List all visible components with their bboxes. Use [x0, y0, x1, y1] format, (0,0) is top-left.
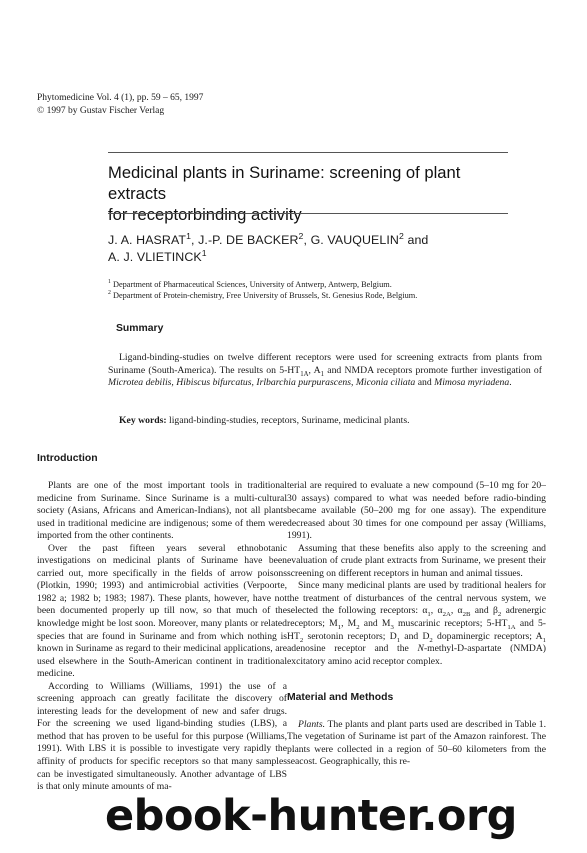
methods-heading: Material and Methods: [287, 692, 394, 704]
copyright-line: © 1997 by Gustav Fischer Verlag: [37, 105, 165, 116]
affiliation-1: $^1$ Department of Pharmaceutical Sciences, University of Antwerp, Antwerp, Belgium.: [108, 279, 392, 289]
journal-line: Phytomedicine Vol. 4 (1), pp. 59 – 65, 1997: [37, 93, 204, 103]
title-line-2: for receptorbinding activity: [108, 205, 302, 224]
title-line-1: Medicinal plants in Suriname: screening of plant extracts: [108, 163, 461, 203]
watermark: ebook-hunter.org: [105, 791, 517, 841]
paragraph: According to Williams (Williams, 1991) the use of a screening approach can greatly facilitate the discovery of interesting leads for the development of new and safer drugs. For the screening we used ligand-binding studies (LBS), a method that has proven to be useful for this purpose (Williams, 1991). With LBS it is possible to investigate very rapidly the affinity of products for specific receptors so that many samples can be investigated simultaneously. Another advantage of LBS is that only minute amounts of ma-: [37, 680, 287, 793]
paragraph: Plants are one of the most important tools in traditional medicine from Suriname. Since Suriname is a multi-cultural society (Asians, Africans and American-Indians), not all plants used in traditional medicine are indigenous; some of them were imported from the other continents.: [37, 480, 287, 542]
author: G. VAUQUELIN$^2$ and: [310, 230, 429, 247]
author: A. J. VLIETINCK$^1$: [108, 247, 207, 264]
paragraph: Assuming that these benefits also apply to the screening and evaluation of crude plant extracts from Suriname, we present their screening on different receptors in human and animal tissues.: [287, 542, 546, 579]
author: J. A. HASRAT$^1$,: [108, 230, 199, 247]
affiliation-2: $^2$ Department of Protein-chemistry, Free University of Brussels, St. Genesius Rode, Belgium.: [108, 290, 418, 300]
paragraph: terial are required to evaluate a new compound (5–10 mg for 20–30 assays) compared to what was needed before radio-binding became available (50–200 mg for one assay). The expenditure decreased about 30 times for one compound per assay (Williams, 1991).: [287, 480, 546, 542]
column-right: [287, 480, 546, 769]
introduction-heading: Introduction: [37, 453, 98, 464]
summary-heading: Summary: [116, 323, 164, 334]
keywords: Key words: ligand-binding-studies, receptors, Suriname, medicinal plants.: [119, 415, 410, 426]
title-rule-top: [108, 152, 508, 153]
author: J.-P. DE BACKER$^2$,: [198, 230, 311, 247]
paragraph: Since many medicinal plants are used by traditional healers for the treatment of disturbances of the central nervous system, we selected the following receptors: $\alpha_1$, $\alpha_{2A}$, $\alpha_{2B}$ and $\beta_2$ adrenergic receptors; $M_1$, $M_2$ and $M_3$ muscarinic receptors; $5-HT_{1A}$ and $5-HT_2$ serotonin receptors; $D_1$ and $D_2$ dopaminergic receptors; $A_1$ adenosine receptor and the N-methyl-D-aspartate (NMDA) excitatory amino acid receptor complex.: [287, 580, 547, 667]
paragraph: Plants. The plants and plant parts used are described in Table 1. The vegetation of Suriname ist part of the Amazon rainforest. The plants were collected in a region of 50–60 kilometers from the seacost. Geographically, this re-: [287, 718, 546, 768]
paragraph: Over the past fifteen years several ethnobotanic investigations on medicinal plants of Suriname have been carried out, more specifically in the fields of arrow poisons (Plotkin, 1990; 1993) and antimicrobial activities (Verpoorte, 1982 a; 1982 b; 1983; 1987). These plants, however, have not been documented properly up till now, so that much of the knowledge might be lost soon. Moreover, many plants or related species that are found in Suriname and from which nothing is known in Suriname as regard to their medicinal applications, are used elsewhere in the South-American continent in traditional medicine.: [37, 542, 287, 680]
column-left: [37, 480, 287, 794]
summary-text: Ligand-binding-studies on twelve different receptors were used for screening extracts from plants from Suriname (South-America). The results on $5-HT_{1A}$, $A_1$ and NMDA receptors promote further investigation of Microtea debilis, Hibiscus bifurcatus, Irlbarchia purpurascens, Miconia ciliata and Mimosa myriadena.: [108, 352, 542, 389]
author-list: [108, 232, 488, 266]
journal-citation: [37, 92, 203, 117]
article-title: [108, 162, 508, 225]
title-rule-bottom: [108, 213, 508, 214]
